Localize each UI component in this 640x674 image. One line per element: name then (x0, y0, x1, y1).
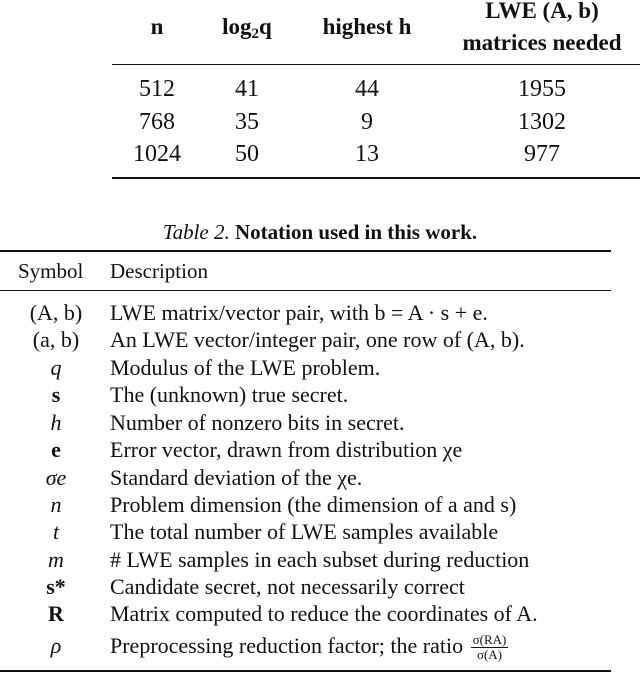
notation-symbol: ρ (50, 633, 62, 658)
notation-row (0, 436, 611, 463)
table1-cell-logq: 50 (235, 141, 259, 167)
caption-text: Notation used in this work. (235, 220, 478, 244)
table2-bottom-rule (0, 670, 611, 672)
results-table (112, 0, 640, 180)
table1-cell-matrices: 1955 (518, 76, 566, 102)
reduction-ratio-fraction (471, 633, 509, 662)
notation-symbol: m (48, 547, 64, 572)
table1-cell-n: 512 (139, 76, 175, 102)
notation-symbol: h (50, 410, 62, 435)
notation-symbol: σe (45, 465, 67, 490)
table-caption (0, 218, 640, 246)
notation-description: The total number of LWE samples available (110, 519, 499, 544)
notation-description: Modulus of the LWE problem. (110, 355, 381, 380)
notation-description: Matrix computed to reduce the coordinates of A. (110, 601, 538, 626)
notation-row (0, 354, 611, 381)
notation-description (110, 632, 610, 662)
notation-symbol: s (51, 382, 61, 407)
ratio-denominator: σ(A) (476, 647, 502, 663)
notation-description: An LWE vector/integer pair, one row of (A, b). (110, 327, 525, 352)
table1-cell-n: 768 (139, 109, 175, 135)
notation-description-text: Preprocessing reduction factor; the ratio (110, 633, 464, 658)
header-lwe-line1: LWE (A, b) (485, 0, 599, 23)
notation-row (0, 326, 611, 353)
header-highest-h: highest h (322, 14, 412, 39)
table1-bottom-rule (112, 177, 640, 179)
header-symbol: Symbol (18, 259, 84, 283)
notation-description: Problem dimension (the dimension of a and s) (110, 492, 517, 517)
notation-symbol: e (51, 437, 61, 462)
notation-description: # LWE samples in each subset during reduction (110, 547, 530, 572)
notation-row (0, 546, 611, 573)
notation-row (0, 381, 611, 408)
table1-cell-h: 13 (355, 141, 379, 167)
notation-row (0, 491, 611, 518)
table2-mid-rule (0, 290, 611, 291)
header-n: n (150, 14, 164, 39)
header-log2q-var: q (259, 14, 272, 39)
table1-cell-h: 44 (355, 76, 379, 102)
table1-cell-h: 9 (361, 109, 373, 135)
notation-table (0, 250, 611, 674)
notation-description: Standard deviation of the χe. (110, 465, 363, 490)
notation-description: Candidate secret, not necessarily correct (110, 574, 465, 599)
notation-row (0, 299, 611, 326)
notation-symbol: (A, b) (29, 300, 83, 325)
notation-row (0, 573, 611, 600)
header-log2q-subscript: 2 (251, 26, 260, 42)
notation-description: LWE matrix/vector pair, with b = A · s + e. (110, 300, 488, 325)
table1-cell-matrices: 977 (524, 141, 560, 167)
table1-cell-matrices: 1302 (518, 109, 566, 135)
table1-mid-rule (112, 64, 640, 65)
notation-description: Number of nonzero bits in secret. (110, 410, 405, 435)
ratio-numerator: σ(RA) (472, 632, 507, 648)
notation-row (0, 464, 611, 491)
notation-symbol: q (50, 355, 62, 380)
header-description: Description (110, 259, 208, 283)
table1-cell-n: 1024 (133, 141, 181, 167)
notation-row (0, 600, 611, 627)
header-log2q-base: log (222, 14, 252, 39)
notation-symbol: n (50, 492, 62, 517)
notation-symbol: R (48, 601, 64, 626)
notation-description: The (unknown) true secret. (110, 382, 349, 407)
table2-top-rule (0, 250, 611, 252)
header-lwe-line2: matrices needed (462, 30, 622, 55)
header-log2q (202, 12, 292, 49)
notation-row (0, 518, 611, 545)
notation-symbol: (a, b) (32, 327, 80, 352)
notation-symbol: s* (46, 574, 66, 599)
notation-description: Error vector, drawn from distribution χe (110, 437, 463, 462)
table1-cell-logq: 41 (235, 76, 259, 102)
notation-row (0, 632, 611, 663)
caption-label: Table 2. (162, 220, 230, 244)
notation-symbol: t (52, 519, 60, 544)
table1-cell-logq: 35 (235, 109, 259, 135)
notation-row (0, 409, 611, 436)
